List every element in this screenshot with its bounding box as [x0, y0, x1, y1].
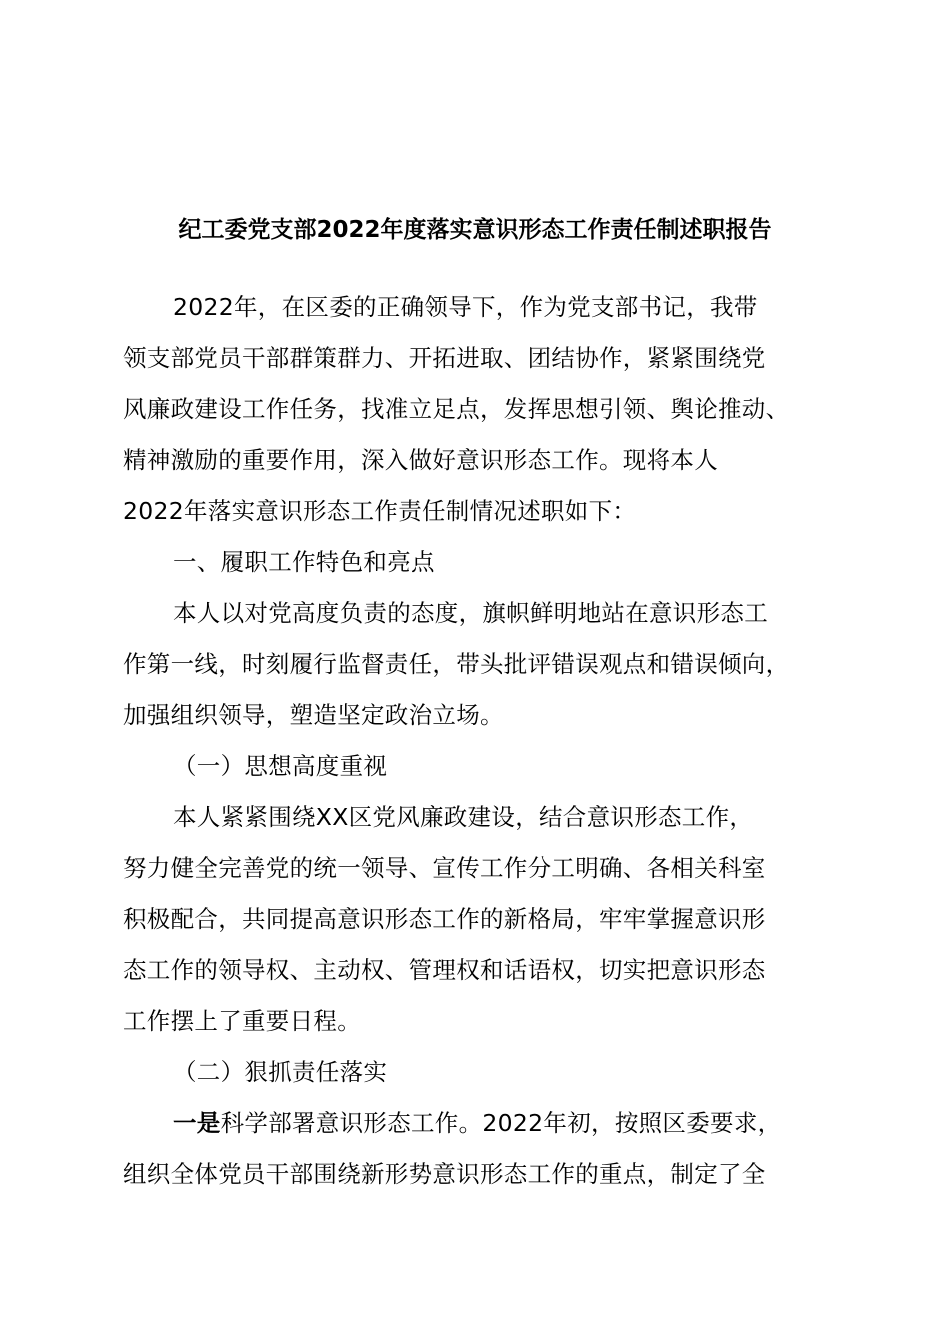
- paragraph-line: [123, 384, 835, 435]
- section-heading: [123, 537, 835, 588]
- line-text: 作第一线，时刻履行监督责任，带头批评错误观点和错误倾向，: [123, 650, 790, 678]
- heading-text: （二）狠抓责任落实: [173, 1058, 388, 1086]
- line-text: 积极配合，共同提高意识形态工作的新格局，牢牢掌握意识形: [123, 905, 766, 933]
- paragraph-line: [123, 639, 835, 690]
- paragraph-line: [123, 1149, 835, 1200]
- paragraph-line: [123, 282, 835, 333]
- paragraph-line: [123, 435, 835, 486]
- bold-lead-text: 一是: [173, 1109, 221, 1137]
- line-text: 态工作的领导权、主动权、管理权和话语权，切实把意识形态: [123, 956, 766, 984]
- line-text: 2022年，在区委的正确领导下，作为党支部书记，我带: [173, 293, 758, 321]
- subsection-heading: [123, 1047, 835, 1098]
- paragraph-line: [123, 945, 835, 996]
- line-text: 努力健全完善党的统一领导、宣传工作分工明确、各相关科室: [123, 854, 766, 882]
- document-title: 纪工委党支部2022年度落实意识形态工作责任制述职报告: [178, 217, 772, 243]
- line-text: 科学部署意识形态工作。2022年初，按照区委要求，: [220, 1109, 782, 1137]
- document-body: [123, 282, 835, 1200]
- paragraph-line: [123, 996, 835, 1047]
- paragraph-line: [123, 894, 835, 945]
- line-text: 加强组织领导，塑造坚定政治立场。: [123, 701, 504, 729]
- line-text: 领支部党员干部群策群力、开拓进取、团结协作，紧紧围绕党: [123, 344, 766, 372]
- paragraph-line: [123, 792, 835, 843]
- paragraph-line: [123, 588, 835, 639]
- line-text: 精神激励的重要作用，深入做好意识形态工作。现将本人: [123, 446, 718, 474]
- line-text: 本人紧紧围绕XX区党风廉政建设，结合意识形态工作，: [173, 803, 754, 831]
- line-text: 2022年落实意识形态工作责任制情况述职如下：: [123, 497, 637, 525]
- paragraph-line: [123, 486, 835, 537]
- paragraph-line: [123, 843, 835, 894]
- heading-text: （一）思想高度重视: [173, 752, 388, 780]
- subsection-heading: [123, 741, 835, 792]
- line-text: 风廉政建设工作任务，找准立足点，发挥思想引领、舆论推动、: [123, 395, 790, 423]
- paragraph-line: [123, 333, 835, 384]
- line-text: 组织全体党员干部围绕新形势意识形态工作的重点，制定了全: [123, 1160, 766, 1188]
- line-text: 本人以对党高度负责的态度，旗帜鲜明地站在意识形态工: [173, 599, 768, 627]
- line-text: 工作摆上了重要日程。: [123, 1007, 361, 1035]
- heading-text: 一、履职工作特色和亮点: [173, 548, 435, 576]
- paragraph-line: [123, 690, 835, 741]
- paragraph-line: [123, 1098, 835, 1149]
